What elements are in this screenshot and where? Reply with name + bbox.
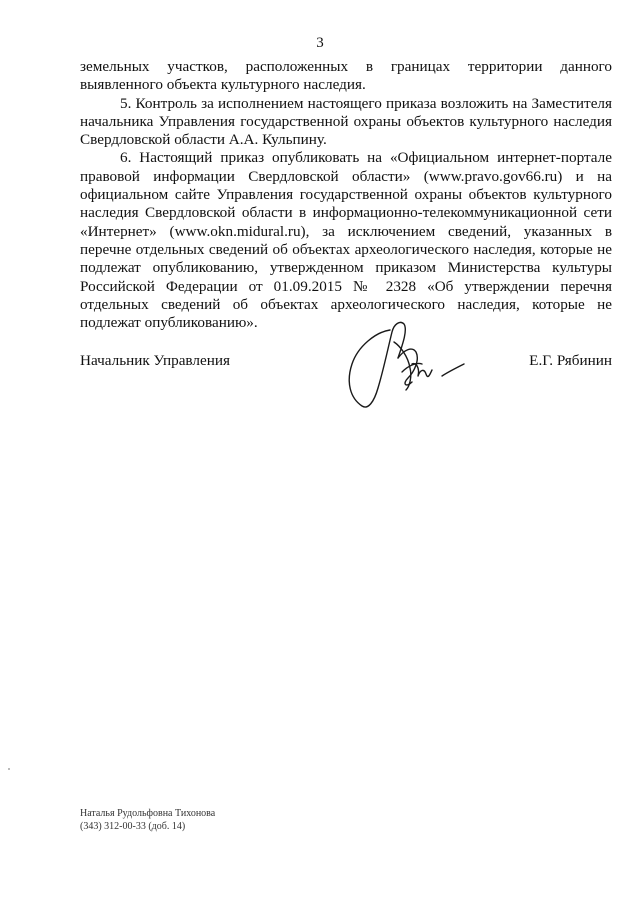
signature-block: [80, 352, 612, 374]
executor-info: [80, 807, 380, 833]
paragraph-5: 5. Контроль за исполнением настоящего приказа возложить на Заместителя начальника Управления государственной охраны объектов культурного наследия Свердловской области А.А. Кульпину.: [80, 94, 612, 149]
page-number: 3: [316, 35, 324, 51]
executor-phone: (343) 312-00-33 (доб. 14): [80, 821, 186, 832]
paragraph-continuation: земельных участков, расположенных в границах территории данного выявленного объекта культурного наследия.: [80, 58, 612, 94]
signatory-position: Начальник Управления: [80, 352, 230, 369]
signatory-name: Е.Г. Рябинин: [529, 352, 612, 369]
document-body: [80, 58, 612, 332]
paragraph-6: 6. Настоящий приказ опубликовать на «Официальном интернет-портале правовой информации Свердловской области» (www.pravo.gov66.ru) и на официальном сайте Управления государственной охраны объектов культурного наследия Свердловской области в информационно-телекоммуникационной сети «Интернет» (www.okn.midural.ru), за исключением сведений, указанных в перечне отдельных сведений об объектах археологического наследия, которые не подлежат опубликованию, утвержденном приказом Министерства культуры Российской Федерации от 01.09.2015 № 2328 «Об утверждении перечня отдельных сведений об объектах археологического наследия, которые не подлежат опубликованию».: [80, 149, 612, 332]
executor-name: Наталья Рудольфовна Тихонова: [80, 808, 216, 819]
scan-speck: [8, 768, 10, 770]
